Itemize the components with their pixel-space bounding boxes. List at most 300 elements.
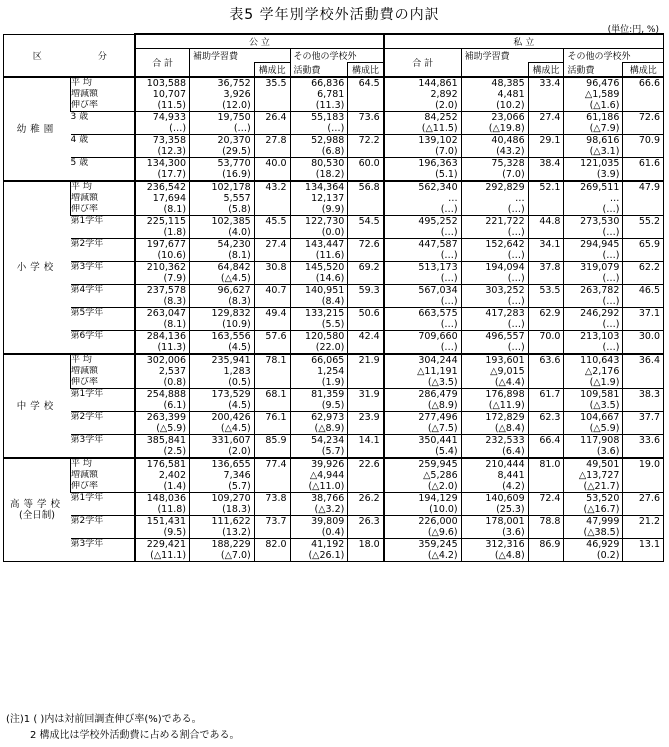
table-cell: 10,707 <box>135 89 189 100</box>
table-cell: (5.1) <box>384 169 461 181</box>
table-cell <box>623 481 664 493</box>
table-cell: (△4.2) <box>384 550 461 562</box>
row-label: 3 歳 <box>70 112 89 122</box>
table-cell: (11.3) <box>135 342 189 354</box>
table-cell: 66,836 <box>290 77 348 89</box>
table-cell: (3.9) <box>564 169 623 181</box>
header-private-total: 合 計 <box>384 49 461 78</box>
table-title: 表5 学年別学校外活動費の内訳 <box>229 7 440 23</box>
table-cell: … <box>384 193 461 204</box>
table-row <box>4 446 664 458</box>
table-cell: 27.4 <box>528 112 564 124</box>
table-cell: 86.9 <box>528 539 564 551</box>
table-cell <box>528 319 564 331</box>
table-cell: (…) <box>384 204 461 216</box>
table-cell: 69.2 <box>348 262 384 274</box>
row-label: 第1学年 <box>70 216 104 226</box>
table-cell: (4.2) <box>461 481 528 493</box>
header-private: 私 立 <box>384 34 664 49</box>
table-cell: (△1.6) <box>564 100 623 112</box>
table-cell: 42.4 <box>348 331 384 343</box>
table-cell: 49,501 <box>564 458 623 470</box>
table-cell: (△3.5) <box>384 377 461 389</box>
table-cell: 47,999 <box>564 516 623 528</box>
row-label <box>71 250 136 262</box>
table-cell: 54,230 <box>190 239 255 251</box>
table-cell: (△8.9) <box>384 400 461 412</box>
table-cell <box>623 204 664 216</box>
table-cell: 134,364 <box>290 181 348 193</box>
table-cell: (…) <box>564 204 623 216</box>
row-label <box>71 446 136 458</box>
table-cell: (△11.5) <box>384 123 461 135</box>
table-row <box>4 423 664 435</box>
table-cell: 65.9 <box>623 239 664 251</box>
table-cell: 294,945 <box>564 239 623 251</box>
table-cell: (9.5) <box>135 527 189 539</box>
table-cell: 385,841 <box>135 435 189 447</box>
table-cell: 2,537 <box>135 366 189 377</box>
table-cell: 246,292 <box>564 308 623 320</box>
table-cell: 172,829 <box>461 412 528 424</box>
table-cell: (△4.8) <box>461 550 528 562</box>
section-subname: (全日制) <box>19 510 55 521</box>
table-cell: (0.4) <box>290 527 348 539</box>
header-blank <box>461 63 528 78</box>
row-label <box>71 123 136 135</box>
table-cell: (△3.5) <box>564 400 623 412</box>
section-name: 小学校 <box>16 262 58 273</box>
table-cell <box>348 123 384 135</box>
table-cell <box>254 366 290 377</box>
note-2: 2 構成比は学校外活動費に占める割合である。 <box>30 730 240 741</box>
table-cell: 46.5 <box>623 285 664 297</box>
table-cell: 61.6 <box>623 158 664 170</box>
row-label: 平 均 <box>71 181 136 193</box>
table-cell: △9,015 <box>461 366 528 377</box>
table-cell: 43.2 <box>254 181 290 193</box>
table-row <box>4 169 664 181</box>
table-cell: 8,441 <box>461 470 528 481</box>
header-private-sonota: その他の学校外 <box>564 49 664 63</box>
table-cell: △2,176 <box>564 366 623 377</box>
table-cell: 173,529 <box>190 389 255 401</box>
table-cell <box>528 342 564 354</box>
table-cell: (7.0) <box>461 169 528 181</box>
table-cell: 709,660 <box>384 331 461 343</box>
table-cell: 7,346 <box>190 470 255 481</box>
table-cell: (13.2) <box>190 527 255 539</box>
table-cell: 136,655 <box>190 458 255 470</box>
table-cell <box>528 400 564 412</box>
table-cell: 27.6 <box>623 493 664 505</box>
table-cell <box>254 227 290 239</box>
table-cell: (△4.5) <box>190 423 255 435</box>
table-cell: (3.6) <box>564 446 623 458</box>
table-cell: (…) <box>461 204 528 216</box>
row-label: 5 歳 <box>70 158 89 168</box>
table-cell <box>623 377 664 389</box>
table-cell: 73.8 <box>254 493 290 505</box>
table-cell: 36,752 <box>190 77 255 89</box>
table-cell: (…) <box>384 319 461 331</box>
table-cell: △4,944 <box>290 470 348 481</box>
row-label <box>71 550 136 562</box>
table-row <box>4 216 664 228</box>
table-row <box>4 123 664 135</box>
table-cell: (11.6) <box>290 250 348 262</box>
table-cell <box>528 193 564 204</box>
table-cell: (5.8) <box>190 204 255 216</box>
table-cell <box>623 227 664 239</box>
table-cell <box>528 123 564 135</box>
table-cell: 111,622 <box>190 516 255 528</box>
header-private-hojo: 補助学習費 <box>461 49 564 63</box>
table-cell: 38.3 <box>623 389 664 401</box>
table-cell: 273,530 <box>564 216 623 228</box>
table-cell: (…) <box>564 296 623 308</box>
table-cell: 64,842 <box>190 262 255 274</box>
header-private-katsudo: 活動費 <box>564 63 623 78</box>
table-cell: 34.1 <box>528 239 564 251</box>
table-cell: (…) <box>384 296 461 308</box>
table-cell: (△1.9) <box>564 377 623 389</box>
table-row <box>4 470 664 481</box>
table-row <box>4 331 664 343</box>
table-cell <box>528 146 564 158</box>
table-cell: 36.4 <box>623 354 664 366</box>
unit-label: (単位:円, %) <box>607 25 659 35</box>
table-cell <box>623 319 664 331</box>
table-cell: (0.8) <box>135 377 189 389</box>
table-cell: (8.1) <box>135 204 189 216</box>
table-row <box>4 539 664 551</box>
table-cell: (…) <box>384 273 461 285</box>
table-cell: 117,908 <box>564 435 623 447</box>
table-cell: 102,178 <box>190 181 255 193</box>
table-row <box>4 135 664 147</box>
table-row <box>4 342 664 354</box>
table-cell: (△5.9) <box>564 423 623 435</box>
table-cell: (△26.1) <box>290 550 348 562</box>
table-cell: 292,829 <box>461 181 528 193</box>
table-row <box>4 481 664 493</box>
header-public-katsudo: 活動費 <box>290 63 348 78</box>
table-cell <box>528 504 564 516</box>
table-cell: 63.6 <box>528 354 564 366</box>
header-public-hojo-kosei: 構成比 <box>254 63 290 78</box>
table-cell: 60.0 <box>348 158 384 170</box>
table-cell: 47.9 <box>623 181 664 193</box>
table-cell: 38,766 <box>290 493 348 505</box>
table-row <box>4 366 664 377</box>
table-cell <box>348 400 384 412</box>
row-label: 第2学年 <box>70 516 104 526</box>
table-cell <box>623 423 664 435</box>
table-cell: 59.3 <box>348 285 384 297</box>
table-row <box>4 181 664 193</box>
table-cell <box>254 296 290 308</box>
table-cell: 26.2 <box>348 493 384 505</box>
row-label: 第2学年 <box>70 239 104 249</box>
row-label <box>71 423 136 435</box>
row-label: 第3学年 <box>70 262 104 272</box>
table-cell: 144,861 <box>384 77 461 89</box>
section-name: 高等学校 <box>10 499 65 510</box>
table-row <box>4 458 664 470</box>
table-cell: (△3.1) <box>564 146 623 158</box>
table-cell: 263,047 <box>135 308 189 320</box>
table-cell <box>348 366 384 377</box>
table-cell: … <box>564 193 623 204</box>
table-cell: (4.0) <box>190 227 255 239</box>
table-cell: 40.0 <box>254 158 290 170</box>
table-cell: 350,441 <box>384 435 461 447</box>
table-cell: 72.6 <box>348 239 384 251</box>
table-cell: 210,444 <box>461 458 528 470</box>
table-cell: (△2.0) <box>384 481 461 493</box>
table-cell <box>348 227 384 239</box>
table-cell: (11.8) <box>135 504 189 516</box>
table-cell: (8.3) <box>190 296 255 308</box>
table-cell: (…) <box>461 273 528 285</box>
table-cell: 13.1 <box>623 539 664 551</box>
table-cell: 29.1 <box>528 135 564 147</box>
table-row <box>4 158 664 170</box>
table-cell <box>623 504 664 516</box>
table-cell: 447,587 <box>384 239 461 251</box>
table-cell: 52.1 <box>528 181 564 193</box>
table-cell <box>254 470 290 481</box>
table-cell <box>623 146 664 158</box>
table-cell <box>348 550 384 562</box>
table-cell: 27.4 <box>254 239 290 251</box>
table-cell: 193,601 <box>461 354 528 366</box>
table-cell: 61,186 <box>564 112 623 124</box>
table-cell <box>348 504 384 516</box>
header-private-hojo-kosei: 構成比 <box>528 63 564 78</box>
table-cell: (5.7) <box>190 481 255 493</box>
table-row <box>4 100 664 112</box>
table-cell: (1.9) <box>290 377 348 389</box>
table-cell: 45.5 <box>254 216 290 228</box>
table-cell: (△11.1) <box>135 550 189 562</box>
row-label <box>71 296 136 308</box>
table-cell: 78.1 <box>254 354 290 366</box>
table-cell <box>528 296 564 308</box>
row-label <box>71 319 136 331</box>
row-label: 4 歳 <box>70 135 89 145</box>
table-cell <box>623 123 664 135</box>
header-public-total: 合 計 <box>135 49 189 78</box>
table-cell: (18.3) <box>190 504 255 516</box>
table-cell: 1,254 <box>290 366 348 377</box>
table-cell: 54.5 <box>348 216 384 228</box>
table-body <box>4 77 664 562</box>
table-row <box>4 296 664 308</box>
table-cell <box>528 377 564 389</box>
table-cell: 30.8 <box>254 262 290 274</box>
table-cell <box>623 550 664 562</box>
table-cell <box>528 470 564 481</box>
table-cell: (…) <box>384 227 461 239</box>
table-cell: (0.0) <box>290 227 348 239</box>
table-cell: 62.3 <box>528 412 564 424</box>
table-cell: 235,941 <box>190 354 255 366</box>
table-cell: 197,677 <box>135 239 189 251</box>
table-cell <box>348 423 384 435</box>
table-row <box>4 493 664 505</box>
table-row <box>4 262 664 274</box>
table-cell <box>348 250 384 262</box>
table-cell: 72.6 <box>623 112 664 124</box>
table-cell: (10.0) <box>384 504 461 516</box>
table-cell: 3,926 <box>190 89 255 100</box>
row-label: 増減額 <box>71 366 136 377</box>
table-cell <box>254 423 290 435</box>
table-cell: (…) <box>290 123 348 135</box>
table-cell <box>348 377 384 389</box>
table-cell: 48,385 <box>461 77 528 89</box>
table-cell: 110,643 <box>564 354 623 366</box>
table-row <box>4 435 664 447</box>
table-cell: 319,079 <box>564 262 623 274</box>
table-cell <box>348 100 384 112</box>
table-cell <box>623 446 664 458</box>
table-cell: 30.0 <box>623 331 664 343</box>
table-cell: 44.8 <box>528 216 564 228</box>
table-cell <box>254 123 290 135</box>
table-cell <box>254 193 290 204</box>
row-label: 第3学年 <box>70 539 104 549</box>
table-cell <box>348 89 384 100</box>
table-cell: (△8.9) <box>290 423 348 435</box>
table-cell: (14.6) <box>290 273 348 285</box>
table-cell: 81.0 <box>528 458 564 470</box>
table-cell: (17.7) <box>135 169 189 181</box>
table-cell <box>623 366 664 377</box>
table-cell: 49.4 <box>254 308 290 320</box>
table-cell: (18.2) <box>290 169 348 181</box>
row-label: 第1学年 <box>70 389 104 399</box>
table-cell: (…) <box>461 250 528 262</box>
row-label <box>71 400 136 412</box>
table-cell: 56.8 <box>348 181 384 193</box>
table-cell <box>528 366 564 377</box>
table-cell: (6.1) <box>135 400 189 412</box>
table-cell <box>254 273 290 285</box>
table-cell <box>254 100 290 112</box>
table-cell: 73,358 <box>135 135 189 147</box>
table-cell: 37.8 <box>528 262 564 274</box>
table-cell <box>528 446 564 458</box>
table-cell: 39,809 <box>290 516 348 528</box>
table-cell: (…) <box>564 227 623 239</box>
table-cell: 38.4 <box>528 158 564 170</box>
table-cell: (7.9) <box>135 273 189 285</box>
table-cell: (△7.9) <box>564 123 623 135</box>
table-cell: 303,252 <box>461 285 528 297</box>
table-cell: 18.0 <box>348 539 384 551</box>
table-cell: 188,229 <box>190 539 255 551</box>
table-cell <box>528 481 564 493</box>
table-cell: (8.4) <box>290 296 348 308</box>
table-cell: 37.7 <box>623 412 664 424</box>
table-cell: 263,399 <box>135 412 189 424</box>
table-cell: (△38.5) <box>564 527 623 539</box>
table-cell: 62.9 <box>528 308 564 320</box>
table-cell: (5.5) <box>290 319 348 331</box>
table-cell: △11,191 <box>384 366 461 377</box>
table-cell <box>254 169 290 181</box>
table-cell: 70.0 <box>528 331 564 343</box>
table-cell <box>348 296 384 308</box>
header-public-sonota-kosei: 構成比 <box>348 63 384 78</box>
table-cell: (2.0) <box>190 446 255 458</box>
table-cell: 277,496 <box>384 412 461 424</box>
table-cell: 84,252 <box>384 112 461 124</box>
row-label: 伸び率 <box>71 100 136 112</box>
table-row <box>4 77 664 89</box>
table-row <box>4 112 664 124</box>
table-cell <box>528 100 564 112</box>
table-cell: 269,511 <box>564 181 623 193</box>
table-cell: 6,781 <box>290 89 348 100</box>
table-cell: (…) <box>564 250 623 262</box>
table-cell: △1,589 <box>564 89 623 100</box>
table-cell: 496,557 <box>461 331 528 343</box>
table-cell: 226,000 <box>384 516 461 528</box>
row-label <box>71 169 136 181</box>
table-cell: 75,328 <box>461 158 528 170</box>
table-cell <box>254 319 290 331</box>
table-cell <box>623 296 664 308</box>
table-cell: (△8.4) <box>461 423 528 435</box>
table-cell: (5.7) <box>290 446 348 458</box>
table-cell: (3.6) <box>461 527 528 539</box>
note-1: (注)1 ( )内は対前回調査伸び率(%)である。 <box>6 714 202 725</box>
row-label: 平 均 <box>71 354 136 366</box>
table-cell: (…) <box>461 227 528 239</box>
table-row <box>4 193 664 204</box>
table-cell: 102,385 <box>190 216 255 228</box>
table-row <box>4 527 664 539</box>
table-cell: (10.6) <box>135 250 189 262</box>
table-cell: (10.9) <box>190 319 255 331</box>
table-cell: (△21.7) <box>564 481 623 493</box>
table-cell: (△4.5) <box>190 273 255 285</box>
table-cell: (…) <box>384 250 461 262</box>
table-cell: 122,730 <box>290 216 348 228</box>
table-cell: △13,727 <box>564 470 623 481</box>
table-cell: … <box>461 193 528 204</box>
table-cell: 52,988 <box>290 135 348 147</box>
table-cell: 129,832 <box>190 308 255 320</box>
table-cell: 513,173 <box>384 262 461 274</box>
table-cell: 46,929 <box>564 539 623 551</box>
table-cell: 68.1 <box>254 389 290 401</box>
table-cell: 151,431 <box>135 516 189 528</box>
table-cell <box>528 89 564 100</box>
table-cell: 81,359 <box>290 389 348 401</box>
table-cell: 134,300 <box>135 158 189 170</box>
table-cell: 286,479 <box>384 389 461 401</box>
table-cell: 33.4 <box>528 77 564 89</box>
table-cell: 495,252 <box>384 216 461 228</box>
table-cell: (△7.5) <box>384 423 461 435</box>
table-cell <box>623 89 664 100</box>
row-label: 第5学年 <box>70 308 104 318</box>
